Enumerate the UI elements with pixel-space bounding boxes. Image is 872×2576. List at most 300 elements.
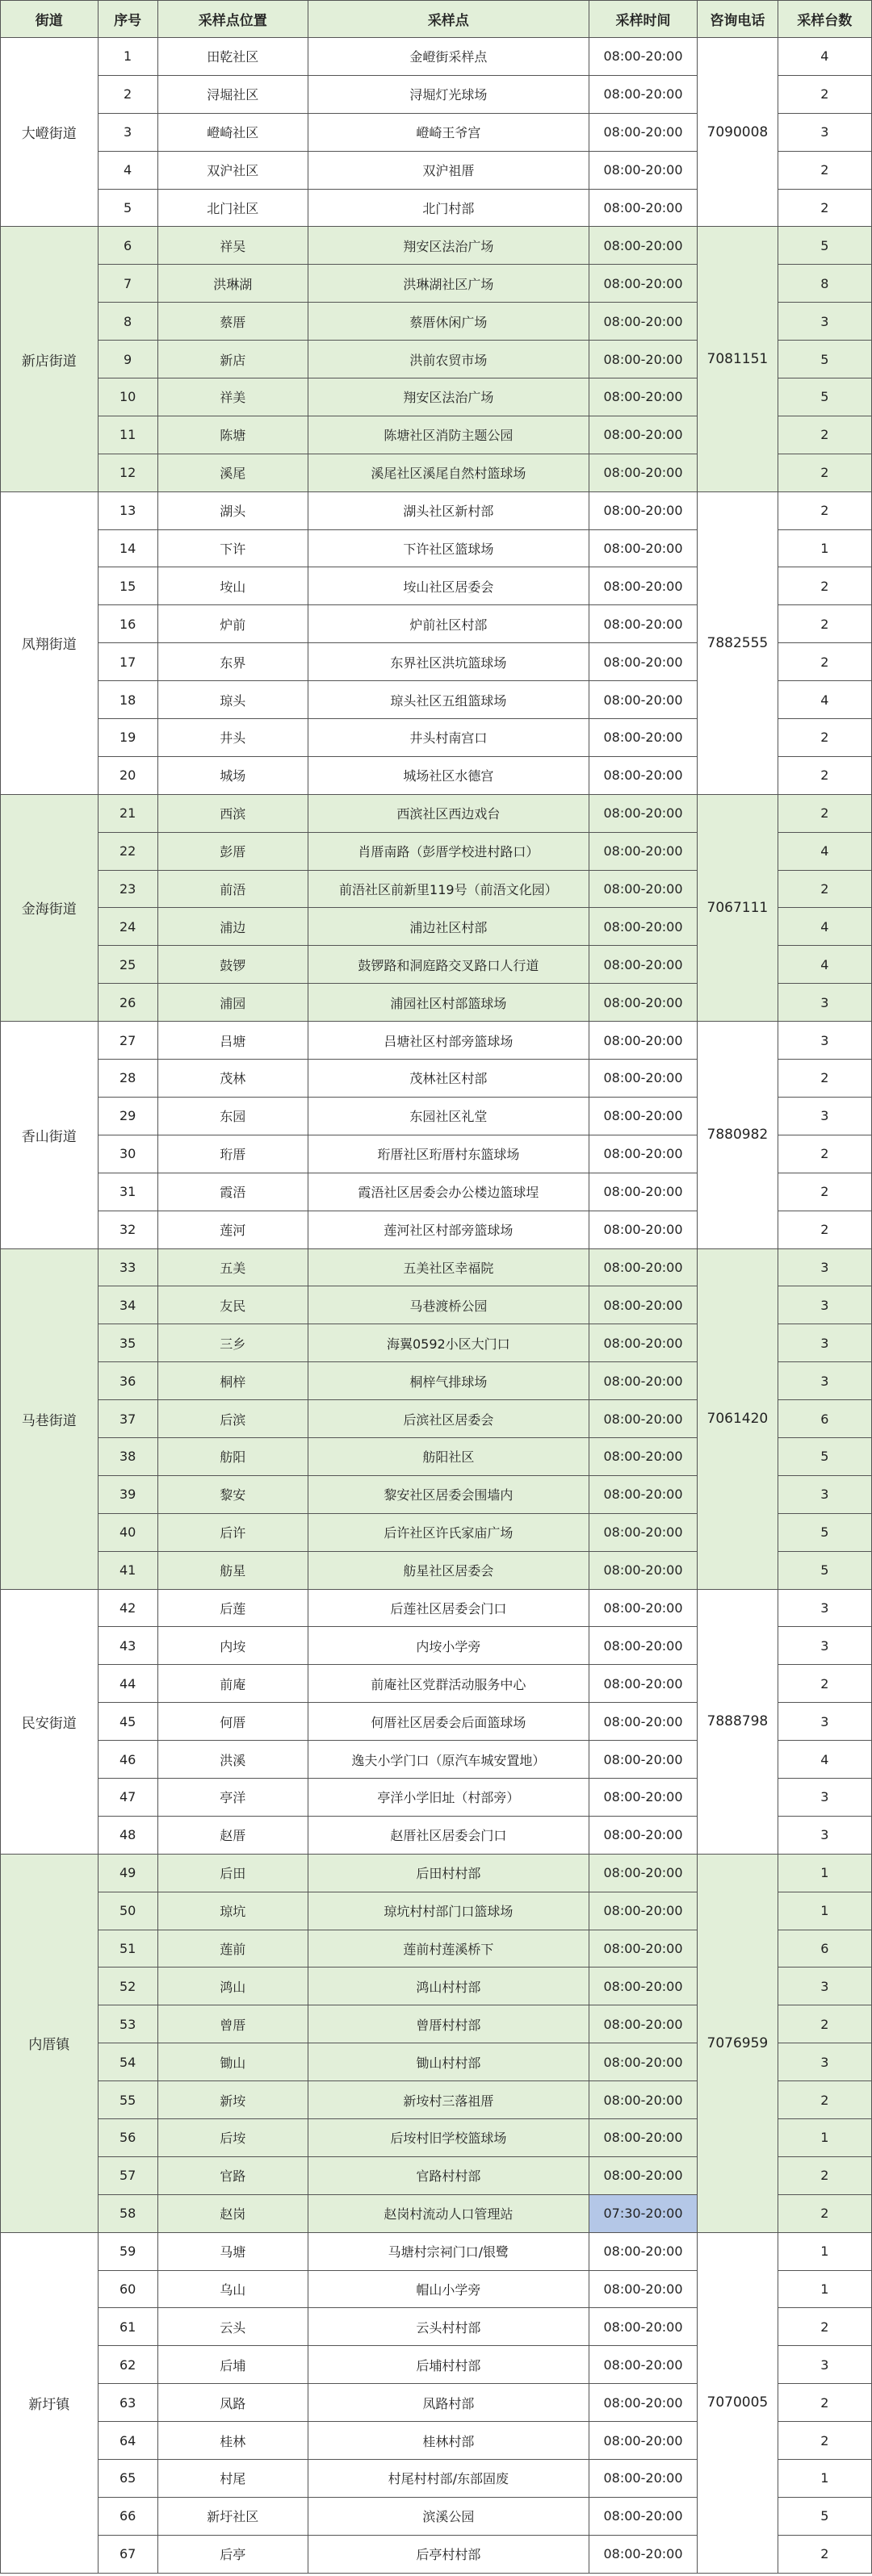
sampling-point-cell: 后许社区许氏家庙广场 [308,1513,589,1551]
position-cell: 浔堀社区 [157,75,308,113]
position-cell: 下许 [157,529,308,567]
count-cell: 2 [778,2156,871,2194]
time-cell: 08:00-20:00 [589,1665,697,1703]
count-cell: 2 [778,1665,871,1703]
count-cell: 2 [778,2005,871,2043]
position-cell: 东园 [157,1097,308,1135]
time-cell: 08:00-20:00 [589,1362,697,1400]
sampling-point-cell: 陈塘社区消防主题公园 [308,416,589,454]
number-cell: 14 [98,529,157,567]
count-cell: 1 [778,1854,871,1892]
sampling-point-cell: 东园社区礼堂 [308,1097,589,1135]
position-cell: 新垵 [157,2081,308,2119]
position-cell: 新圩社区 [157,2497,308,2535]
position-cell: 洪琳湖 [157,265,308,303]
time-cell: 08:00-20:00 [589,832,697,870]
number-cell: 57 [98,2156,157,2194]
time-cell: 07:30-20:00 [589,2194,697,2232]
sampling-point-cell: 嶝崎王爷宫 [308,113,589,151]
count-cell: 5 [778,1551,871,1589]
number-cell: 59 [98,2232,157,2270]
number-cell: 61 [98,2308,157,2346]
number-cell: 3 [98,113,157,151]
number-cell: 49 [98,1854,157,1892]
number-cell: 45 [98,1703,157,1741]
sampling-point-cell: 帽山小学旁 [308,2270,589,2308]
time-cell: 08:00-20:00 [589,946,697,984]
time-cell: 08:00-20:00 [589,1513,697,1551]
time-cell: 08:00-20:00 [589,1060,697,1098]
time-cell: 08:00-20:00 [589,1097,697,1135]
count-cell: 3 [778,1778,871,1816]
header-phone: 咨询电话 [698,1,778,38]
position-cell: 村尾 [157,2460,308,2498]
sampling-point-cell: 蔡厝休闲广场 [308,303,589,341]
time-cell: 08:00-20:00 [589,1173,697,1211]
time-cell: 08:00-20:00 [589,1930,697,1968]
sampling-point-cell: 金嶝街采样点 [308,38,589,76]
number-cell: 25 [98,946,157,984]
number-cell: 10 [98,378,157,416]
time-cell: 08:00-20:00 [589,2497,697,2535]
number-cell: 27 [98,1022,157,1060]
number-cell: 60 [98,2270,157,2308]
number-cell: 16 [98,605,157,643]
number-cell: 26 [98,984,157,1022]
sampling-point-cell: 亭洋小学旧址（村部旁） [308,1778,589,1816]
count-cell: 8 [778,265,871,303]
time-cell: 08:00-20:00 [589,265,697,303]
sampling-point-cell: 浦园社区村部篮球场 [308,984,589,1022]
phone-cell: 7880982 [698,1022,778,1248]
time-cell: 08:00-20:00 [589,1551,697,1589]
count-cell: 4 [778,38,871,76]
sampling-point-cell: 赵岗村流动人口管理站 [308,2194,589,2232]
table-row [1,1248,872,1286]
position-cell: 桂林 [157,2422,308,2460]
count-cell: 3 [778,1968,871,2005]
sampling-point-cell: 下许社区篮球场 [308,529,589,567]
position-cell: 赵厝 [157,1816,308,1854]
number-cell: 11 [98,416,157,454]
position-cell: 琼坑 [157,1892,308,1930]
time-cell: 08:00-20:00 [589,454,697,491]
phone-cell: 7882555 [698,491,778,794]
number-cell: 21 [98,794,157,832]
time-cell: 08:00-20:00 [589,605,697,643]
number-cell: 1 [98,38,157,76]
time-cell: 08:00-20:00 [589,1778,697,1816]
position-cell: 桐梓 [157,1362,308,1400]
table-row [1,1854,872,1892]
sampling-point-cell: 新垵村三落祖厝 [308,2081,589,2119]
time-cell: 08:00-20:00 [589,1627,697,1665]
sampling-point-cell: 琼坑村村部门口篮球场 [308,1892,589,1930]
time-cell: 08:00-20:00 [589,567,697,605]
position-cell: 后埔 [157,2346,308,2384]
time-cell: 08:00-20:00 [589,303,697,341]
position-cell: 后许 [157,1513,308,1551]
time-cell: 08:00-20:00 [589,2535,697,2573]
header-position: 采样点位置 [157,1,308,38]
position-cell: 琼头 [157,681,308,719]
time-cell: 08:00-20:00 [589,870,697,908]
number-cell: 15 [98,567,157,605]
header-row [1,1,872,38]
position-cell: 云头 [157,2308,308,2346]
sampling-point-cell: 鸿山村村部 [308,1968,589,2005]
number-cell: 38 [98,1437,157,1475]
count-cell: 2 [778,416,871,454]
position-cell: 垵山 [157,567,308,605]
position-cell: 湖头 [157,491,308,529]
number-cell: 53 [98,2005,157,2043]
position-cell: 官路 [157,2156,308,2194]
count-cell: 2 [778,1173,871,1211]
count-cell: 3 [778,984,871,1022]
number-cell: 62 [98,2346,157,2384]
sampling-point-cell: 官路村村部 [308,2156,589,2194]
number-cell: 56 [98,2118,157,2156]
position-cell: 祥吴 [157,227,308,265]
district-cell: 马巷街道 [1,1248,99,1589]
count-cell: 3 [778,1627,871,1665]
sampling-point-cell: 双沪祖厝 [308,151,589,189]
number-cell: 20 [98,756,157,794]
count-cell: 2 [778,151,871,189]
district-cell: 新圩镇 [1,2232,99,2573]
number-cell: 36 [98,1362,157,1400]
time-cell: 08:00-20:00 [589,2460,697,2498]
number-cell: 9 [98,341,157,378]
position-cell: 浦园 [157,984,308,1022]
time-cell: 08:00-20:00 [589,189,697,227]
time-cell: 08:00-20:00 [589,2081,697,2119]
number-cell: 2 [98,75,157,113]
number-cell: 44 [98,1665,157,1703]
time-cell: 08:00-20:00 [589,1022,697,1060]
time-cell: 08:00-20:00 [589,643,697,681]
sampling-point-cell: 后亭村村部 [308,2535,589,2573]
count-cell: 2 [778,794,871,832]
number-cell: 13 [98,491,157,529]
position-cell: 浦边 [157,908,308,946]
time-cell: 08:00-20:00 [589,1589,697,1627]
position-cell: 霞浯 [157,1173,308,1211]
sampling-point-cell: 翔安区法治广场 [308,378,589,416]
header-sampling-point: 采样点 [308,1,589,38]
number-cell: 37 [98,1400,157,1438]
count-cell: 1 [778,2118,871,2156]
position-cell: 珩厝 [157,1135,308,1173]
time-cell: 08:00-20:00 [589,1816,697,1854]
table-row [1,794,872,832]
sampling-point-cell: 赵厝社区居委会门口 [308,1816,589,1854]
number-cell: 42 [98,1589,157,1627]
position-cell: 溪尾 [157,454,308,491]
position-cell: 炉前 [157,605,308,643]
number-cell: 30 [98,1135,157,1173]
count-cell: 2 [778,719,871,757]
count-cell: 5 [778,378,871,416]
time-cell: 08:00-20:00 [589,1248,697,1286]
count-cell: 5 [778,227,871,265]
position-cell: 新店 [157,341,308,378]
sampling-point-cell: 舫阳社区 [308,1437,589,1475]
sampling-point-cell: 后垵村旧学校篮球场 [308,2118,589,2156]
number-cell: 51 [98,1930,157,1968]
sampling-point-cell: 舫星社区居委会 [308,1551,589,1589]
time-cell: 08:00-20:00 [589,984,697,1022]
count-cell: 3 [778,1475,871,1513]
time-cell: 08:00-20:00 [589,1475,697,1513]
count-cell: 5 [778,1513,871,1551]
number-cell: 34 [98,1286,157,1324]
time-cell: 08:00-20:00 [589,1324,697,1362]
sampling-point-cell: 曾厝村村部 [308,2005,589,2043]
number-cell: 47 [98,1778,157,1816]
table-row [1,227,872,265]
time-cell: 08:00-20:00 [589,38,697,76]
sampling-point-cell: 内垵小学旁 [308,1627,589,1665]
count-cell: 2 [778,2384,871,2422]
count-cell: 2 [778,75,871,113]
number-cell: 39 [98,1475,157,1513]
position-cell: 北门社区 [157,189,308,227]
time-cell: 08:00-20:00 [589,227,697,265]
sampling-point-cell: 浦边社区村部 [308,908,589,946]
time-cell: 08:00-20:00 [589,908,697,946]
sampling-point-cell: 琼头社区五组篮球场 [308,681,589,719]
table-row [1,491,872,529]
number-cell: 17 [98,643,157,681]
time-cell: 08:00-20:00 [589,2384,697,2422]
time-cell: 08:00-20:00 [589,2005,697,2043]
position-cell: 嶝崎社区 [157,113,308,151]
position-cell: 亭洋 [157,1778,308,1816]
sampling-point-cell: 后田村村部 [308,1854,589,1892]
number-cell: 6 [98,227,157,265]
sampling-point-cell: 村尾村村部/东部固废 [308,2460,589,2498]
count-cell: 2 [778,643,871,681]
phone-cell: 7070005 [698,2232,778,2573]
time-cell: 08:00-20:00 [589,1892,697,1930]
time-cell: 08:00-20:00 [589,1211,697,1248]
position-cell: 后垵 [157,2118,308,2156]
count-cell: 2 [778,756,871,794]
sampling-point-cell: 后滨社区居委会 [308,1400,589,1438]
position-cell: 黎安 [157,1475,308,1513]
time-cell: 08:00-20:00 [589,75,697,113]
time-cell: 08:00-20:00 [589,1968,697,2005]
time-cell: 08:00-20:00 [589,151,697,189]
time-cell: 08:00-20:00 [589,416,697,454]
count-cell: 3 [778,1589,871,1627]
time-cell: 08:00-20:00 [589,1400,697,1438]
position-cell: 内垵 [157,1627,308,1665]
position-cell: 陈塘 [157,416,308,454]
district-cell: 香山街道 [1,1022,99,1248]
count-cell: 4 [778,832,871,870]
position-cell: 洪溪 [157,1741,308,1779]
sampling-point-cell: 井头村南宫口 [308,719,589,757]
count-cell: 3 [778,1362,871,1400]
sampling-point-cell: 莲河社区村部旁篮球场 [308,1211,589,1248]
number-cell: 35 [98,1324,157,1362]
sampling-point-cell: 吕塘社区村部旁篮球场 [308,1022,589,1060]
position-cell: 前庵 [157,1665,308,1703]
sampling-point-cell: 炉前社区村部 [308,605,589,643]
sampling-point-cell: 霞浯社区居委会办公楼边篮球埕 [308,1173,589,1211]
time-cell: 08:00-20:00 [589,2232,697,2270]
sampling-point-cell: 逸夫小学门口（原汽车城安置地） [308,1741,589,1779]
sampling-point-cell: 溪尾社区溪尾自然村篮球场 [308,454,589,491]
time-cell: 08:00-20:00 [589,2270,697,2308]
time-cell: 08:00-20:00 [589,2308,697,2346]
count-cell: 1 [778,1892,871,1930]
number-cell: 31 [98,1173,157,1211]
count-cell: 1 [778,2232,871,2270]
sampling-point-cell: 滨溪公园 [308,2497,589,2535]
number-cell: 5 [98,189,157,227]
sampling-point-cell: 肖厝南路（彭厝学校进村路口） [308,832,589,870]
position-cell: 双沪社区 [157,151,308,189]
count-cell: 2 [778,1211,871,1248]
number-cell: 55 [98,2081,157,2119]
time-cell: 08:00-20:00 [589,681,697,719]
count-cell: 4 [778,946,871,984]
district-cell: 凤翔街道 [1,491,99,794]
position-cell: 后田 [157,1854,308,1892]
sampling-point-cell: 桐梓气排球场 [308,1362,589,1400]
number-cell: 32 [98,1211,157,1248]
count-cell: 3 [778,1286,871,1324]
position-cell: 彭厝 [157,832,308,870]
district-cell: 内厝镇 [1,1854,99,2232]
position-cell: 后莲 [157,1589,308,1627]
number-cell: 40 [98,1513,157,1551]
number-cell: 18 [98,681,157,719]
sampling-point-cell: 洪前农贸市场 [308,341,589,378]
count-cell: 2 [778,2081,871,2119]
table-body [1,38,872,2574]
sampling-point-cell: 何厝社区居委会后面篮球场 [308,1703,589,1741]
count-cell: 2 [778,2422,871,2460]
position-cell: 五美 [157,1248,308,1286]
sampling-point-cell: 马巷渡桥公园 [308,1286,589,1324]
header-district: 街道 [1,1,99,38]
position-cell: 吕塘 [157,1022,308,1060]
sampling-point-cell: 翔安区法治广场 [308,227,589,265]
position-cell: 马塘 [157,2232,308,2270]
count-cell: 2 [778,605,871,643]
time-cell: 08:00-20:00 [589,2346,697,2384]
sampling-point-cell: 浔堀灯光球场 [308,75,589,113]
time-cell: 08:00-20:00 [589,341,697,378]
sampling-point-cell: 云头村村部 [308,2308,589,2346]
table-row [1,38,872,76]
time-cell: 08:00-20:00 [589,1135,697,1173]
position-cell: 赵岗 [157,2194,308,2232]
number-cell: 46 [98,1741,157,1779]
position-cell: 井头 [157,719,308,757]
phone-cell: 7090008 [698,38,778,227]
time-cell: 08:00-20:00 [589,113,697,151]
count-cell: 3 [778,1022,871,1060]
time-cell: 08:00-20:00 [589,719,697,757]
sampling-point-cell: 城场社区水德宫 [308,756,589,794]
sampling-point-cell: 珩厝社区珩厝村东篮球场 [308,1135,589,1173]
header-count: 采样台数 [778,1,871,38]
sampling-point-cell: 桂林村部 [308,2422,589,2460]
time-cell: 08:00-20:00 [589,1741,697,1779]
sampling-point-cell: 湖头社区新村部 [308,491,589,529]
number-cell: 54 [98,2043,157,2081]
count-cell: 3 [778,2043,871,2081]
count-cell: 3 [778,303,871,341]
header-number: 序号 [98,1,157,38]
position-cell: 祥美 [157,378,308,416]
count-cell: 5 [778,341,871,378]
sampling-point-cell: 鼓锣路和洞庭路交叉路口人行道 [308,946,589,984]
count-cell: 3 [778,2346,871,2384]
position-cell: 友民 [157,1286,308,1324]
number-cell: 52 [98,1968,157,2005]
position-cell: 莲前 [157,1930,308,1968]
count-cell: 2 [778,491,871,529]
district-cell: 金海街道 [1,794,99,1021]
time-cell: 08:00-20:00 [589,2156,697,2194]
position-cell: 后滨 [157,1400,308,1438]
sampling-point-cell: 洪琳湖社区广场 [308,265,589,303]
position-cell: 曾厝 [157,2005,308,2043]
position-cell: 田乾社区 [157,38,308,76]
position-cell: 西滨 [157,794,308,832]
district-cell: 大嶝街道 [1,38,99,227]
position-cell: 三乡 [157,1324,308,1362]
number-cell: 7 [98,265,157,303]
header-time: 采样时间 [589,1,697,38]
position-cell: 东界 [157,643,308,681]
number-cell: 19 [98,719,157,757]
sampling-point-cell: 马塘村宗祠门口/银鹭 [308,2232,589,2270]
position-cell: 鸿山 [157,1968,308,2005]
time-cell: 08:00-20:00 [589,2118,697,2156]
count-cell: 2 [778,2308,871,2346]
number-cell: 22 [98,832,157,870]
phone-cell: 7888798 [698,1589,778,1854]
number-cell: 66 [98,2497,157,2535]
position-cell: 前浯 [157,870,308,908]
position-cell: 锄山 [157,2043,308,2081]
count-cell: 2 [778,189,871,227]
count-cell: 4 [778,1741,871,1779]
number-cell: 33 [98,1248,157,1286]
time-cell: 08:00-20:00 [589,1437,697,1475]
sampling-point-cell: 五美社区幸福院 [308,1248,589,1286]
count-cell: 3 [778,1097,871,1135]
time-cell: 08:00-20:00 [589,378,697,416]
count-cell: 5 [778,2497,871,2535]
sampling-point-cell: 凤路村部 [308,2384,589,2422]
count-cell: 1 [778,529,871,567]
time-cell: 08:00-20:00 [589,1286,697,1324]
time-cell: 08:00-20:00 [589,1854,697,1892]
count-cell: 3 [778,1703,871,1741]
district-cell: 新店街道 [1,227,99,491]
number-cell: 41 [98,1551,157,1589]
number-cell: 65 [98,2460,157,2498]
